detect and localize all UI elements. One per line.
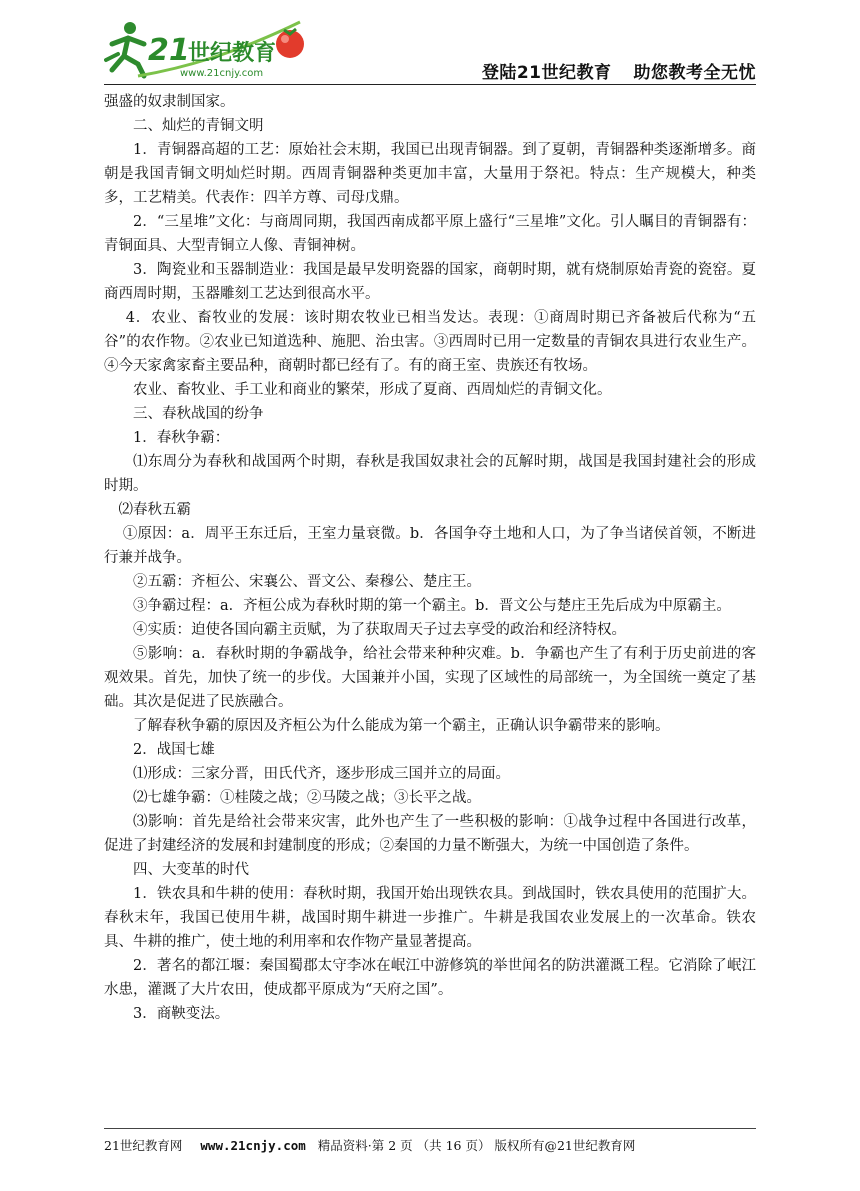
paragraph: ②五霸：齐桓公、宋襄公、晋文公、秦穆公、楚庄王。 [133, 574, 481, 590]
paragraph: 四、大变革的时代 [133, 862, 249, 878]
paragraph: 1．春秋争霸： [133, 430, 230, 446]
paragraph: ⑶影响：首先是给社会带来灾害，此外也产生了一些积极的影响：①战争过程中各国进行改革，促进了封建经济的发展和封建制度的形成；②秦国的力量不断强大，为统一中国创造了条件。 [104, 814, 756, 854]
paragraph: 3．商鞅变法。 [133, 1006, 230, 1022]
paragraph: 2．著名的都江堰：秦国蜀郡太守李冰在岷江中游修筑的举世闻名的防洪灌溉工程。它消除了岷江水患，灌溉了大片农田，使成都平原成为“天府之国”。 [104, 958, 756, 998]
paragraph: 二、灿烂的青铜文明 [133, 118, 264, 134]
footer-info: 精品资料·第 2 页 （共 16 页） 版权所有@21世纪教育网 [317, 1138, 636, 1153]
svg-text:www.21cnjy.com: www.21cnjy.com [180, 68, 264, 79]
paragraph: 3．陶瓷业和玉器制造业：我国是最早发明瓷器的国家，商朝时期，就有烧制原始青瓷的瓷窑。夏商西周时期，玉器雕刻工艺达到很高水平。 [104, 262, 756, 302]
svg-text:21: 21 [148, 33, 190, 68]
paragraph: ③争霸过程：a．齐桓公成为春秋时期的第一个霸主。b．晋文公与楚庄王先后成为中原霸主。 [133, 598, 731, 614]
runner-icon [106, 22, 144, 76]
page-header [104, 14, 756, 84]
footer-site: 21世纪教育网 [104, 1138, 183, 1153]
paragraph: 了解春秋争霸的原因及齐桓公为什么能成为第一个霸主，正确认识争霸带来的影响。 [133, 718, 670, 734]
slogan-login: 登陆21世纪教育 [481, 63, 612, 83]
slogan-motto: 助您教考全无忧 [633, 63, 756, 83]
paragraph: 农业、畜牧业、手工业和商业的繁荣，形成了夏商、西周灿烂的青铜文化。 [133, 382, 612, 398]
paragraph: 2．战国七雄 [133, 742, 215, 758]
page-footer [104, 1136, 756, 1154]
svg-text:世纪教育: 世纪教育 [188, 41, 277, 66]
paragraph: 1．青铜器高超的工艺：原始社会末期，我国已出现青铜器。到了夏朝，青铜器种类逐渐增多。商朝是我国青铜文明灿烂时期。西周青铜器种类更加丰富，大量用于祭祀。特点：生产规模大，种类多，工艺精美。代表作：四羊方尊、司母戊鼎。 [104, 142, 756, 206]
paragraph: 强盛的奴隶制国家。 [104, 94, 235, 110]
paragraph: 三、春秋战国的纷争 [133, 406, 264, 422]
footer-url[interactable]: www.21cnjy.com [200, 1138, 306, 1153]
header-slogan [460, 58, 756, 83]
footer-divider [104, 1128, 756, 1129]
document-body [104, 90, 756, 1026]
paragraph: ⑤影响：a．春秋时期的争霸战争，给社会带来种种灾难。b．争霸也产生了有利于历史前进的客观效果。首先，加快了统一的步伐。大国兼并小国，实现了区域性的局部统一，为全国统一奠定了基础。其次是促进了民族融合。 [104, 646, 756, 710]
paragraph: ⑴东周分为春秋和战国两个时期，春秋是我国奴隶社会的瓦解时期，战国是我国封建社会的形成时期。 [104, 454, 756, 494]
logo [104, 14, 314, 82]
paragraph: 1．铁农具和牛耕的使用：春秋时期，我国开始出现铁农具。到战国时，铁农具使用的范围扩大。春秋末年，我国已使用牛耕，战国时期牛耕进一步推广。牛耕是我国农业发展上的一次革命。铁农具、牛耕的推广，使土地的利用率和农作物产量显著提高。 [104, 886, 756, 950]
tomato-icon [276, 29, 304, 58]
paragraph: 4．农业、畜牧业的发展：该时期农牧业已相当发达。表现：①商周时期已齐备被后代称为“五谷”的农作物。②农业已知道选种、施肥、治虫害。③西周时已用一定数量的青铜农具进行农业生产。④今天家禽家畜主要品种，商朝时都已经有了。有的商王室、贵族还有牧场。 [104, 310, 756, 374]
paragraph: ⑵春秋五霸 [118, 502, 191, 518]
paragraph: ④实质：迫使各国向霸主贡赋，为了获取周天子过去享受的政治和经济特权。 [133, 622, 626, 638]
paragraph: ⑴形成：三家分晋，田氏代齐，逐步形成三国并立的局面。 [133, 766, 510, 782]
header-divider [104, 84, 756, 85]
paragraph: 2．“三星堆”文化：与商周同期，我国西南成都平原上盛行“三星堆”文化。引人瞩目的青铜器有：青铜面具、大型青铜立人像、青铜神树。 [104, 214, 756, 254]
paragraph: ⑵七雄争霸：①桂陵之战；②马陵之战；③长平之战。 [133, 790, 481, 806]
paragraph: ①原因：a．周平王东迁后，王室力量衰微。b．各国争夺土地和人口，为了争当诸侯首领，不断进行兼并战争。 [104, 526, 756, 566]
